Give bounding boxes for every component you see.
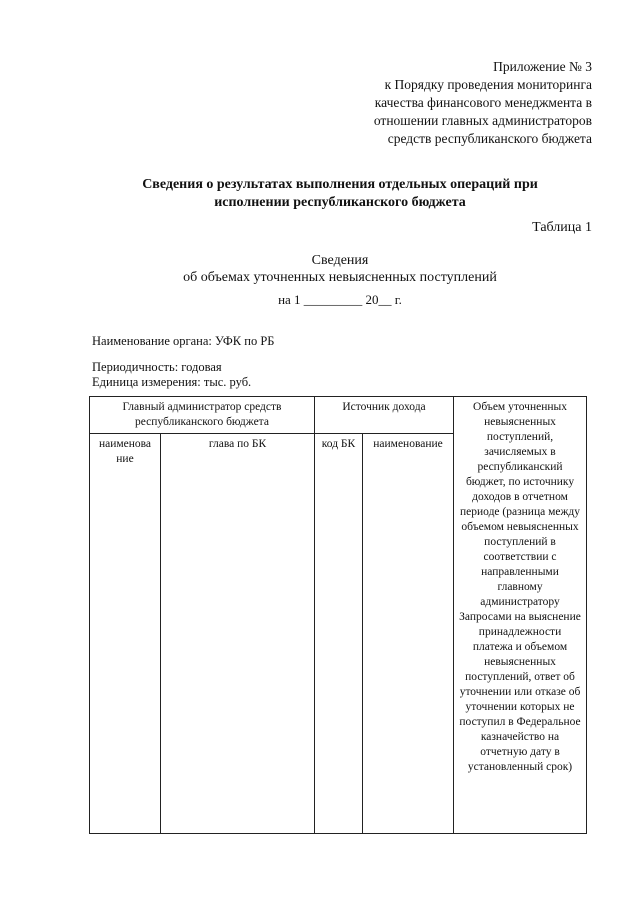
header-source-code: код БК <box>315 434 363 834</box>
appendix-line-3: качества финансового менеджмента в <box>374 95 592 110</box>
table-caption-line-1: Сведения <box>311 253 369 268</box>
header-volume: Объем уточненных невыясненных поступлений, зачисляемых в республиканский бюджет, по источнику доходов в отчетном периоде (разница между объемом невыясненных поступлений в соответствии с направленными главному администратору Запросами на выяснение принадлежности платежа и объемом невыясненных поступлений, ответ об уточнении или отказе об уточнении которых не поступил в Федеральное казначейство на отчетную дату в установленный срок) <box>454 397 587 834</box>
report-table <box>89 396 587 834</box>
appendix-line-1: Приложение № 3 <box>493 59 592 74</box>
document-title-line-1: Сведения о результатах выполнения отдельных операций при <box>142 177 538 192</box>
unit-of-measure: Единица измерения: тыс. руб. <box>92 375 252 389</box>
appendix-block <box>292 58 592 148</box>
table-number: Таблица 1 <box>532 220 592 235</box>
appendix-line-5: средств республиканского бюджета <box>387 131 592 146</box>
appendix-line-4: отношении главных администраторов <box>373 113 592 128</box>
header-group-source: Источник дохода <box>315 397 454 434</box>
header-admin-name: наименова ние <box>90 434 161 834</box>
organ-name: Наименование органа: УФК по РБ <box>92 334 275 348</box>
table-caption-line-2: об объемах уточненных невыясненных поступлений <box>183 270 497 285</box>
document-title-line-2: исполнении республиканского бюджета <box>214 195 466 210</box>
periodicity: Периодичность: годовая <box>92 360 222 374</box>
header-group-admin: Главный администратор средств республиканского бюджета <box>90 397 315 434</box>
report-date-line: на 1 _________ 20__ г. <box>278 292 402 307</box>
report-meta <box>92 360 251 390</box>
header-source-name: наименование <box>363 434 454 834</box>
appendix-line-2: к Порядку проведения мониторинга <box>384 77 592 92</box>
table-caption <box>80 252 600 286</box>
document-title <box>60 176 620 212</box>
header-admin-chapter: глава по БК <box>161 434 315 834</box>
